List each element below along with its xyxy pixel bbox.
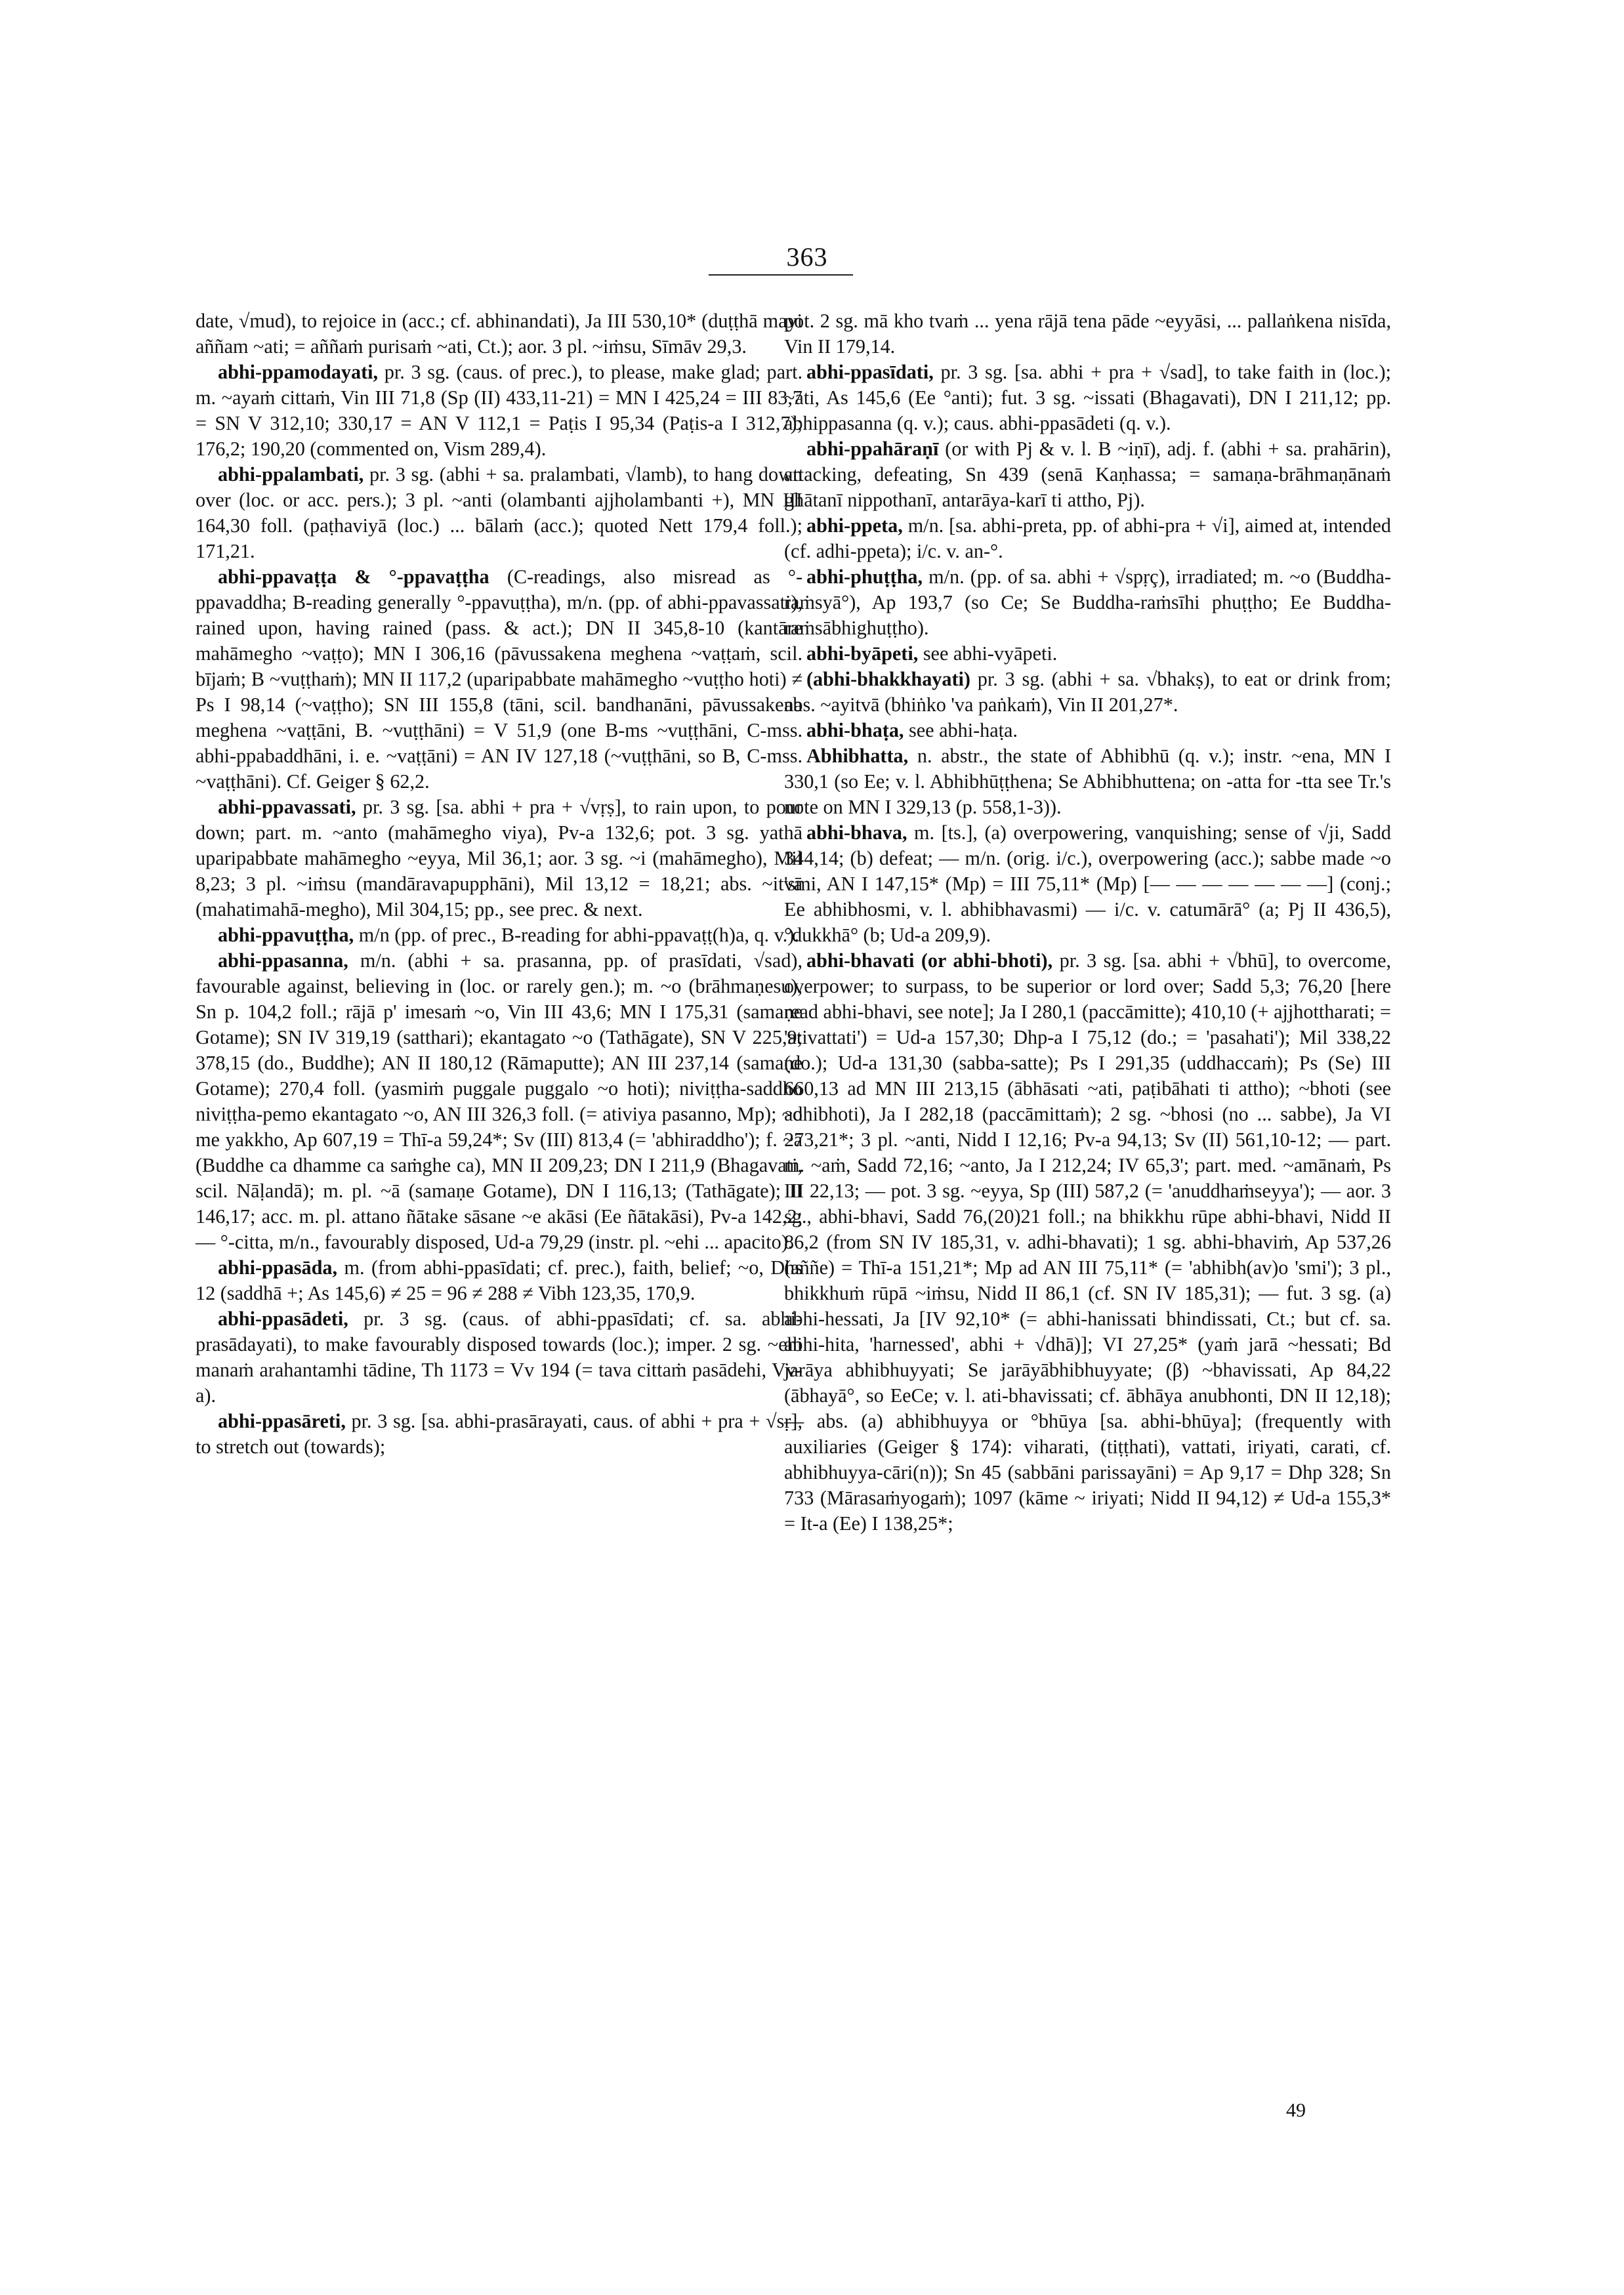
dictionary-entry: [196, 462, 802, 564]
signature-mark: 49: [1286, 2099, 1306, 2121]
dictionary-entry: [196, 1255, 802, 1306]
entry-headword: abhi-ppasanna,: [218, 949, 348, 972]
entry-body: m/n. [sa. abhi-preta, pp. of abhi-pra + √i], aimed at, intended (cf. adhi-ppeta); i/c. v. an-°.: [784, 514, 1392, 562]
dictionary-entry: [196, 564, 802, 795]
entry-body: m/n. (abhi + sa. prasanna, pp. of prasīdati, √sad), favourable against, believing in (loc. or rarely gen.); m. ~o (brāhmaṇesu), Sn p. 104,2 foll.; rājā p' imesaṁ ~o, Vin III 43,6; MN I 175,31 (samaṇe Gotame); SN IV 319,19 (satthari); ekantagato ~o (Tathāgate), SN V 225,9; 378,15 (do., Buddhe); AN II 180,12 (Rāmaputte); AN III 237,14 (samaṇe Gotame); 270,4 foll. (yasmiṁ puggale puggalo ~o hoti); niviṭṭha-saddho niviṭṭha-pemo ekantagato ~o, AN III 326,3 foll. (= ativiya pasanno, Mp); ~o me yakkho, Ap 607,19 = Thī-a 59,24*; Sv (III) 813,4 (= 'abhiraddho'); f. ~ā (Buddhe ca dhamme ca saṁghe ca), MN II 209,23; DN I 211,9 (Bhagavati, scil. Nāḷandā); m. pl. ~ā (samaṇe Gotame), DN I 116,13; (Tathāgate); II 146,17; acc. m. pl. attano ñātake sāsane ~e akāsi (Ee ñātakāsi), Pv-a 142,2; — °-citta, m/n., favourably disposed, Ud-a 79,29 (instr. pl. ~ehi ... apacito).: [196, 949, 803, 1253]
entry-headword: abhi-ppahāraṇī: [806, 438, 939, 460]
dictionary-entry: [196, 922, 802, 948]
entry-headword: abhi-bhaṭa,: [806, 719, 904, 741]
dictionary-entry: [784, 513, 1391, 564]
entry-body: m. [ts.], (a) overpowering, vanquishing; sense of √ji, Sadd 344,14; (b) defeat; — m/n. (orig. i/c.), overpowering (acc.); sabbe made ~o 'smi, AN I 147,15* (Mp) = III 75,11* (Mp) [— — — — — — —] (conj.; Ee abhibhosmi, v. l. abhibhavasmi) — i/c. v. catumārā° (a; Pj II 436,5), °dukkhā° (b; Ud-a 209,9).: [784, 821, 1391, 946]
dictionary-entry: [784, 948, 1391, 1537]
entry-body: m/n (pp. of prec., B-reading for abhi-ppavaṭṭ(h)a, q. v.).: [358, 924, 799, 946]
dictionary-entry: [196, 360, 802, 462]
entry-headword: Abhibhatta,: [806, 745, 909, 767]
entry-headword: (abhi-bhakkhayati): [806, 668, 970, 690]
dictionary-entry: [784, 641, 1391, 667]
entry-body: pr. 3 sg. (caus. of abhi-ppasīdati; cf. sa. abhi-prasādayati), to make favourably disposed towards (loc.); imper. 2 sg. ~ehi manaṁ arahantamhi tādine, Th 1173 = Vv 194 (= tava cittaṁ pasādehi, Vv-a).: [196, 1308, 803, 1407]
entry-body: pr. 3 sg. [sa. abhi + pra + √sad], to take faith in (loc.); ~ati, As 145,6 (Ee °anti); fut. 3 sg. ~issati (Bhagavati), DN I 211,12; pp. abhippasanna (q. v.); caus. abhi-ppasādeti (q. v.).: [784, 361, 1391, 434]
entry-headword: abhi-ppalambati,: [218, 463, 364, 486]
entry-headword: abhi-bhava,: [806, 821, 907, 844]
entry-headword: abhi-ppavassati,: [218, 796, 356, 818]
dictionary-entry: [784, 436, 1391, 513]
page-number-rule: [709, 274, 853, 276]
entry-body: m. (from abhi-ppasīdati; cf. prec.), faith, belief; ~o, Dhs 12 (saddhā +; As 145,6) ≠ 25 = 96 ≠ 288 ≠ Vibh 123,35, 170,9.: [196, 1256, 803, 1304]
dictionary-entry: [784, 667, 1391, 718]
entry-headword: abhi-bhavati (or abhi-bhoti),: [806, 949, 1053, 972]
right-continuation: pot. 2 sg. mā kho tvaṁ ... yena rājā tena pāde ~eyyāsi, ... pallaṅkena nisīda, Vin II 179,14.: [784, 310, 1391, 358]
entry-headword: abhi-ppasāda,: [218, 1256, 338, 1279]
entry-body: see abhi-vyāpeti.: [923, 642, 1058, 665]
entry-headword: abhi-ppavuṭṭha,: [218, 924, 354, 946]
entry-body: (or with Pj & v. l. B ~iṇī), adj. f. (abhi + sa. prahārin), attacking, defeating, Sn 439 (senā Kaṇhassa; = samaṇa-brāhmaṇānaṁ ghātanī nippothanī, antarāya-karī ti attho, Pj).: [784, 438, 1392, 511]
entry-headword: abhi-byāpeti,: [806, 642, 919, 665]
entry-body: m/n. (pp. of sa. abhi + √spṛç), irradiated; m. ~o (Buddha-raṁsyā°), Ap 193,7 (so Ce; Se Buddha-raṁsīhi phuṭṭho; Ee Buddha-raṁsābhighuṭṭho).: [784, 566, 1392, 639]
entry-body: pr. 3 sg. [sa. abhi-prasārayati, caus. of abhi + pra + √sṛ], to stretch out (towards);: [196, 1410, 802, 1458]
page-number: 363: [786, 242, 828, 272]
entry-headword: abhi-ppasāreti,: [218, 1410, 346, 1432]
entry-body: pr. 3 sg. [sa. abhi + √bhū], to overcome, overpower; to surpass, to be superior or lord over; Sadd 5,3; 76,20 [here read abhi-bhavi, see note]; Ja I 280,1 (paccāmitte); 410,10 (+ ajjhottharati; = 'ativattati') = Ud-a 157,30; Dhp-a I 75,12 (do.; = 'pasahati'); Mil 338,22 (do.); Ud-a 131,30 (sabba-satte); Ps I 291,35 (uddhaccaṁ); Ps (Se) III 660,13 ad MN III 213,15 (ābhāsati ~ati, paṭibāhati ti attho); ~bhoti (see adhibhoti), Ja I 282,18 (paccāmittaṁ); 2 sg. ~bhosi (no ... sabbe), Ja VI 273,21*; 3 pl. ~anti, Nidd I 12,16; Pv-a 94,13; Sv (II) 561,10-12; — part. m. ~aṁ, Sadd 72,16; ~anto, Ja I 212,24; IV 65,3'; part. med. ~amānaṁ, Ps III 22,13; — pot. 3 sg. ~eyya, Sp (III) 587,2 (= 'anuddhaṁseyya'); — aor. 3 sg., abhi-bhavi, Sadd 76,(20)21 foll.; na bhikkhu rūpe abhi-bhavi, Nidd II 86,2 (from SN IV 185,31, v. adhi-bhavati); 1 sg. abhi-bhaviṁ, Ap 537,26 (aññe) = Thī-a 151,21*; Mp ad AN III 75,11* (= 'abhibh(av)o 'smi'); 3 pl., bhikkhuṁ rūpā ~iṁsu, Nidd II 86,1 (cf. SN IV 185,31); — fut. 3 sg. (a) abhi-hessati, Ja [IV 92,10* (= abhi-hanissati bhindissati, Ct.; but cf. sa. abhi-hita, 'harnessed', abhi + √dhā)]; VI 27,25* (yaṁ jarā ~hessati; Bd jarāya abhibhuyyati; Se jarāyābhibhuyyate; (β) ~bhavissati, Ap 84,22 (ābhayā°, so EeCe; v. l. ati-bhavissati; cf. ābhāya anubhonti, DN II 12,18); — abs. (a) abhibhuyya or °bhūya [sa. abhi-bhūya]; (frequently with auxiliaries (Geiger § 174): viharati, (tiṭṭhati), vattati, iriyati, carati, cf. abhibhuyya-cāri(n)); Sn 45 (sabbāni parissayāni) = Ap 9,17 = Dhp 328; Sn 733 (Mārasaṁyogaṁ); 1097 (kāme ~ iriyati; Nidd II 94,12) ≠ Ud-a 155,3* = It-a (Ee) I 138,25*;: [784, 949, 1392, 1535]
entry-headword: abhi-phuṭṭha,: [806, 566, 923, 588]
left-continuation: date, √mud), to rejoice in (acc.; cf. abhinandati), Ja III 530,10* (duṭṭhā mayi aññam ~ati; = aññaṁ purisaṁ ~ati, Ct.); aor. 3 pl. ~iṁsu, Sīmāv 29,3.: [196, 310, 802, 358]
entry-headword: abhi-ppamodayati,: [218, 361, 379, 383]
entry-body: see abhi-haṭa.: [909, 719, 1018, 741]
right-column: [784, 308, 1391, 1537]
entry-body: n. abstr., the state of Abhibhū (q. v.); instr. ~ena, MN I 330,1 (so Ee; v. l. Abhibhūṭṭhena; Se Abhibhuttena; on -atta for -tta see Tr.'s note on MN I 329,13 (p. 558,1-3)).: [784, 745, 1392, 818]
entry-body: pr. 3 sg. (abhi + sa. √bhakṣ), to eat or drink from; abs. ~ayitvā (bhiṅko 'va paṅkaṁ), Vin II 201,27*.: [784, 668, 1391, 716]
dictionary-entry: [784, 564, 1391, 641]
dictionary-entry: [196, 948, 802, 1255]
left-column: [196, 308, 802, 1460]
entry-body: pr. 3 sg. [sa. abhi + pra + √vṛṣ], to rain upon, to pour down; part. m. ~anto (mahāmegho viya), Pv-a 132,6; pot. 3 sg. yathā uparipabbate mahāmegho ~eyya, Mil 36,1; aor. 3 sg. ~i (mahāmegho), Mil 8,23; 3 pl. ~iṁsu (mandāravapupphāni), Mil 13,12 = 18,21; abs. ~itvā (mahatimahā-megho), Mil 304,15; pp., see prec. & next.: [196, 796, 803, 920]
entry-headword: abhi-ppasīdati,: [806, 361, 934, 383]
entry-headword: abhi-ppasādeti,: [218, 1308, 348, 1330]
entry-body: (C-readings, also misread as °-ppavaddha; B-reading generally °-ppavuṭṭha), m/n. (pp. of abhi-ppavassati), rained upon, having rained (pass. & act.); DN II 345,8-10 (kantāre mahāmegho ~vaṭṭo); MN I 306,16 (pāvussakena meghena ~vaṭṭaṁ, scil. bījaṁ; B ~vuṭṭhaṁ); MN II 117,2 (uparipabbate mahāmegho ~vuṭṭho hoti) ≠ Ps I 98,14 (~vaṭṭho); SN III 155,8 (tāni, scil. bandhanāni, pāvussakena meghena ~vaṭṭāni, B. ~vuṭṭhāni) = V 51,9 (one B-ms ~vuṭṭhāni, C-mss. abhi-ppabaddhāni, i. e. ~vaṭṭāni) = AN IV 127,18 (~vuṭṭhāni, so B, C-mss. ~vaṭṭhāni). Cf. Geiger § 62,2.: [196, 566, 803, 793]
dictionary-entry: [784, 820, 1391, 948]
dictionary-entry: [784, 743, 1391, 820]
entry-headword: abhi-ppeta,: [806, 514, 903, 537]
dictionary-entry: [196, 1409, 802, 1460]
entry-headword: abhi-ppavaṭṭa & °-ppavaṭṭha: [218, 566, 489, 588]
entry-body: pr. 3 sg. (abhi + sa. pralambati, √lamb), to hang down over (loc. or acc. pers.); 3 pl. ~anti (olambanti ajjholambanti +), MN III 164,30 foll. (paṭhaviyā (loc.) ... bālaṁ (acc.); quoted Nett 179,4 foll.); 171,21.: [196, 463, 802, 562]
dictionary-entry: [196, 795, 802, 922]
dictionary-entry: [784, 718, 1391, 743]
dictionary-entry: [196, 1306, 802, 1409]
entry-body: pr. 3 sg. (caus. of prec.), to please, make glad; part. m. ~ayaṁ cittaṁ, Vin III 71,8 (Sp (II) 433,11-21) = MN I 425,24 = III 83,7 = SN V 312,10; 330,17 = AN V 112,1 = Paṭis I 95,34 (Paṭis-a I 312,7); 176,2; 190,20 (commented on, Vism 289,4).: [196, 361, 803, 460]
dictionary-entry: [784, 360, 1391, 436]
